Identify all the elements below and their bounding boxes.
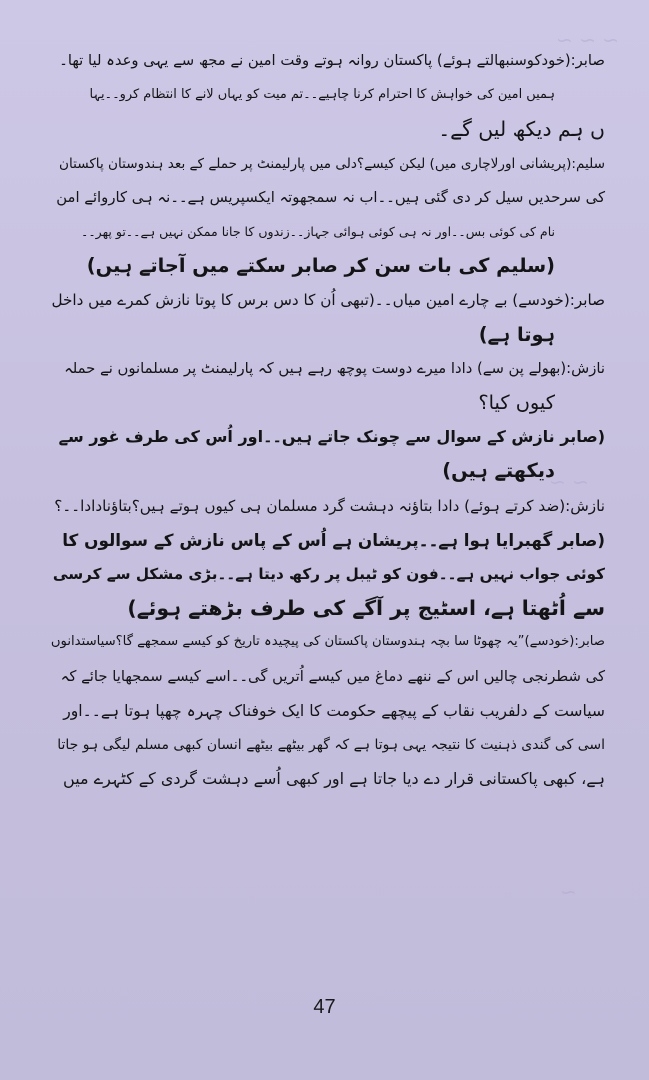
text-line: صابر:(خودکوسنبھالتے ہوئے) پاکستان روانہ ہوتے وقت امین نے مجھ سے یہی وعدہ لیا تھا۔ — [59, 52, 605, 69]
show-through-text: ~ ~ — [549, 470, 589, 494]
text-line: (سلیم کی بات سن کر صابر سکتے میں آجاتے ہیں) — [86, 254, 555, 278]
text-line: ں ہم دیکھ لیں گے۔ — [438, 117, 605, 142]
paragraph-saber-1 — [52, 44, 605, 147]
paragraph-saber-2 — [52, 283, 605, 351]
paragraph-nazish-1 — [52, 352, 605, 420]
text-line: سیاست کے دلفریب نقاب کے پیچھے حکومت کا ایک خوفناک چہرہ چھپا ہوتا ہے۔۔اور — [63, 701, 605, 720]
show-through-text: ~ — [560, 880, 577, 904]
text-line: نازش:(بھولے پن سے) دادا میرے دوست پوچھ رہے ہیں کہ پارلیمنٹ پر مسلمانوں نے حملہ — [64, 359, 605, 377]
text-line: ہے، کبھی پاکستانی قرار دے دیا جاتا ہے اور کبھی اُسے دہشت گردی کے کٹہرے میں — [63, 769, 605, 789]
show-through-text: ~ ~ ~ — [556, 28, 619, 52]
stage-direction-2 — [52, 420, 605, 488]
page-text — [52, 44, 605, 796]
text-line: سلیم:(پریشانی اورلاچاری میں) لیکن کیسے؟دلی میں پارلیمنٹ پر حملے کے بعد ہندوستان پاکستان — [58, 155, 605, 172]
page-number: 47 — [313, 996, 336, 1018]
text-line: نام کی کوئی بس۔۔اور نہ ہی کوئی ہوائی جہاز۔۔زندوں کا جانا ممکن نہیں ہے۔۔تو پھر۔۔ — [81, 224, 555, 240]
paragraph-saleem — [52, 147, 605, 250]
text-line: (صابر گھبرایا ہوا ہے۔۔پریشان ہے اُس کے پاس نازش کے سوالوں کا — [62, 529, 605, 550]
text-line: کی شطرنجی چالیں اس کے ننھے دماغ میں کیسے اُتریں گی۔۔اسے کیسے سمجھایا جائے کہ — [60, 667, 605, 685]
paragraph-saber-3 — [52, 625, 605, 796]
text-line: دیکھتے ہیں) — [442, 459, 555, 483]
stage-direction-3 — [52, 523, 605, 626]
text-line: ہمیں امین کی خواہش کا احترام کرنا چاہیے۔۔تم میت کو یہاں لانے کا انتظام کرو۔۔یہا — [89, 87, 555, 103]
paragraph-nazish-2 — [52, 489, 605, 523]
text-line: (صابر نازش کے سوال سے چونک جاتے ہیں۔۔اور اُس کی طرف غور سے — [58, 427, 605, 447]
text-line: کیوں کیا؟ — [478, 391, 555, 415]
stage-direction-1 — [52, 249, 605, 283]
text-line: سے اُٹھتا ہے، اسٹیج پر آگے کی طرف بڑھتے ہوئے) — [127, 596, 605, 621]
text-line: کوئی جواب نہیں ہے۔۔فون کو ٹیبل پر رکھ دیتا ہے۔۔بڑی مشکل سے کرسی — [52, 565, 605, 584]
text-line: اسی کی گندی ذہنیت کا نتیجہ یہی ہوتا ہے کہ گھر بیٹھے بیٹھے انسان کبھی مسلم لیگی ہو جاتا — [57, 737, 605, 754]
text-line: ہوتا ہے) — [478, 322, 555, 346]
text-line: صابر:(خودسے) بے چارے امین میاں۔۔(تبھی اُن کا دس برس کا پوتا نازش کمرے میں داخل — [51, 291, 605, 310]
text-line: کی سرحدیں سیل کر دی گئی ہیں۔۔اب نہ سمجھوتہ ایکسپریس ہے۔۔نہ ہی کاروائے امن — [56, 188, 605, 206]
text-line: صابر:(خودسے)”یہ چھوٹا سا بچہ ہندوستان پاکستان کی پیچیدہ تاریخ کو کیسے سمجھے گا؟سیاستدانوں — [50, 634, 605, 650]
text-line: نازش:(ضد کرتے ہوئے) دادا بتاؤنہ دہشت گرد مسلمان ہی کیوں ہوتے ہیں؟بتاؤنادادا۔۔؟ — [54, 496, 605, 515]
